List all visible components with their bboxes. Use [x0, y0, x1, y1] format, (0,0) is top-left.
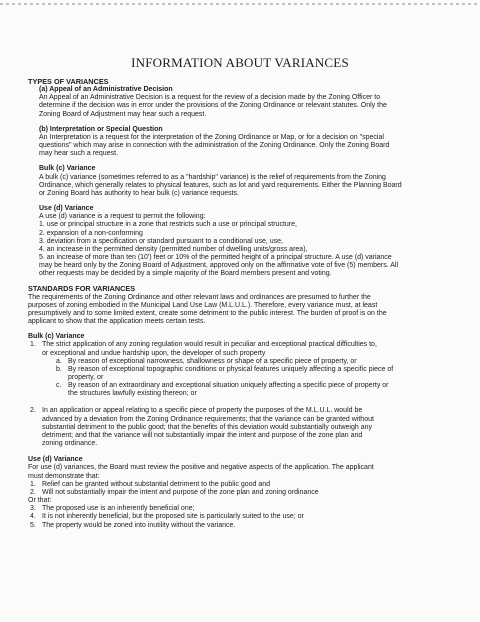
list-letter: a. [56, 357, 62, 365]
interpretation-text [39, 134, 470, 158]
text-line: the structures lawfully existing thereon; or [68, 390, 197, 398]
list-number: 5. [30, 521, 36, 529]
text-line: By reason of exceptional narrowness, shallowness or shape of a specific piece of property, or [68, 357, 357, 365]
text-line: advanced by a deviation from the Zoning Ordinance requirements; that the variance can be granted without [42, 415, 374, 423]
text-line: Zoning Board of Adjustment may hear such a request. [39, 110, 207, 118]
text-line: questions" which may arise in connection with the administration of the Zoning Ordinance. Only the Zoning Board [39, 142, 390, 150]
page-title: INFORMATION ABOUT VARIANCES [131, 55, 349, 70]
bulk-standard-1b [28, 366, 470, 382]
text-line: A use (d) variance is a request to permit the following: [39, 213, 206, 221]
use-standard-5 [28, 522, 470, 530]
standards-heading: STANDARDS FOR VARIANCES [28, 284, 136, 294]
text-line: applicant to show that the application meets certain tests. [28, 318, 206, 326]
text-line: In an application or appeal relating to a specific piece of property the purposes of the M.L.U.L. would be [42, 407, 363, 415]
text-line: Relief can be granted without substantial detriment to the public good and [42, 480, 271, 488]
use-variance-heading: Use (d) Variance [39, 205, 94, 213]
list-letter: c. [56, 382, 62, 390]
text-line: Ordinance, which generally relates to physical features, such as lot and yard requirements. Either the Planning Board [39, 181, 402, 189]
text-line: The property would be zoned into inutility without the variance. [42, 521, 236, 529]
standards-use-heading: Use (d) Variance [28, 456, 83, 464]
list-number: 1. [30, 341, 36, 349]
use-standard-1 [28, 481, 470, 489]
list-item: 5. an increase of more than ten (10') feet or 10% of the permitted height of a principal structure. A use (d) variance [39, 253, 392, 261]
text-line: The requirements of the Zoning Ordinance and other relevant laws and ordinances are presumed to further the [28, 293, 371, 301]
appeal-heading: (a) Appeal of an Administrative Decision [39, 86, 173, 94]
list-number: 4. [30, 513, 36, 521]
text-line: may hear such a request. [39, 150, 118, 158]
list-item: 4. an increase in the permitted density (permitted number of dwelling units/gross area), [39, 245, 308, 253]
use-variance-text [39, 213, 470, 278]
text-line: By reason of exceptional topographic conditions or physical features uniquely affecting a specific piece of [68, 365, 394, 373]
types-heading: TYPES OF VARIANCES [28, 77, 109, 86]
appeal-text [39, 94, 470, 118]
list-number: 2. [30, 488, 36, 496]
text-line: An Interpretation is a request for the interpretation of the Zoning Ordinance or Map, or for a decision on "special [39, 133, 384, 141]
text-line: It is not inherently beneficial, but the proposed site is particularly suited to the use; or [42, 513, 304, 521]
text-line: Will not substantially impair the intent and purpose of the zone plan and zoning ordinance [42, 488, 319, 496]
scan-edge-line [0, 3, 480, 5]
text-line: substantial detriment to the public good; that the benefits of this deviation would substantially outweigh any [42, 423, 372, 431]
list-item: 2. expansion of a non-conforming [39, 229, 143, 237]
text-line: A bulk (c) variance (sometimes referred to as a "hardship" variance) is the relief of requirements from the Zoning [39, 173, 386, 181]
or-that-label: Or that: [28, 497, 52, 505]
document-body [28, 74, 470, 530]
text-line: The proposed use is an inherently beneficial one; [42, 505, 195, 513]
text-line: or exceptional and undue hardship upon, the developer of such property [42, 349, 266, 357]
text-line: detriment; and that the variance will not substantially impair the intent and purpose of the zone plan and [42, 431, 363, 439]
text-line: zoning ordinance. [42, 440, 98, 448]
standards-bulk-heading: Bulk (c) Variance [28, 333, 85, 341]
use-standard-3 [28, 505, 470, 513]
text-line: determine if the decision was in error under the provisions of the Zoning Ordinance or relevant statutes. Only the [39, 102, 387, 110]
interpretation-heading: (b) Interpretation or Special Question [39, 125, 163, 133]
bulk-variance-text [39, 174, 470, 198]
list-number: 3. [30, 505, 36, 513]
text-line: may be heard only by the Zoning Board of Adjustment, approved only on the affirmative vote of five (5) members. All [39, 262, 399, 270]
bulk-standard-1 [28, 341, 470, 357]
standards-text [28, 294, 470, 327]
text-line: or Zoning Board has authority to hear bulk (c) variance requests. [39, 189, 239, 197]
text-line: must demonstrate that: [28, 472, 100, 480]
list-letter: b. [56, 365, 62, 373]
list-number: 1. [30, 480, 36, 488]
text-line: property, or [68, 374, 104, 381]
use-standard-2 [28, 489, 470, 497]
text-line: An Appeal of an Administrative Decision is a request for the review of a decision made by the Zoning Officer to [39, 94, 381, 102]
text-line: For use (d) variances, the Board must review the positive and negative aspects of the application. The applicant [28, 464, 374, 472]
text-line: presumptively and to some limited extent, create some detriment to the public interest. The burden of proof is on the [28, 309, 387, 317]
bulk-standard-1c [28, 382, 470, 398]
list-number: 2. [30, 407, 36, 415]
bulk-variance-heading: Bulk (c) Variance [39, 165, 96, 173]
list-item: 3. deviation from a specification or standard pursuant to a conditional use, use, [39, 237, 283, 245]
text-line: purposes of zoning embodied in the Municipal Land Use Law (M.L.U.L.). Therefore, every variance must, at least [28, 301, 378, 309]
bulk-standard-2 [28, 407, 470, 448]
standards-use-text [28, 464, 470, 480]
list-item: 1. use or principal structure in a zone that restricts such a use or principal structure, [39, 221, 297, 229]
text-line: other requests may be decided by a simple majority of the Board members present and voting. [39, 270, 332, 278]
use-standard-4 [28, 513, 470, 521]
text-line: By reason of an extraordinary and exceptional situation uniquely affecting a specific piece of property or [68, 382, 389, 390]
text-line: The strict application of any zoning regulation would result in peculiar and exceptional practical difficulties to, [42, 341, 377, 349]
bulk-standard-1a [28, 358, 470, 366]
